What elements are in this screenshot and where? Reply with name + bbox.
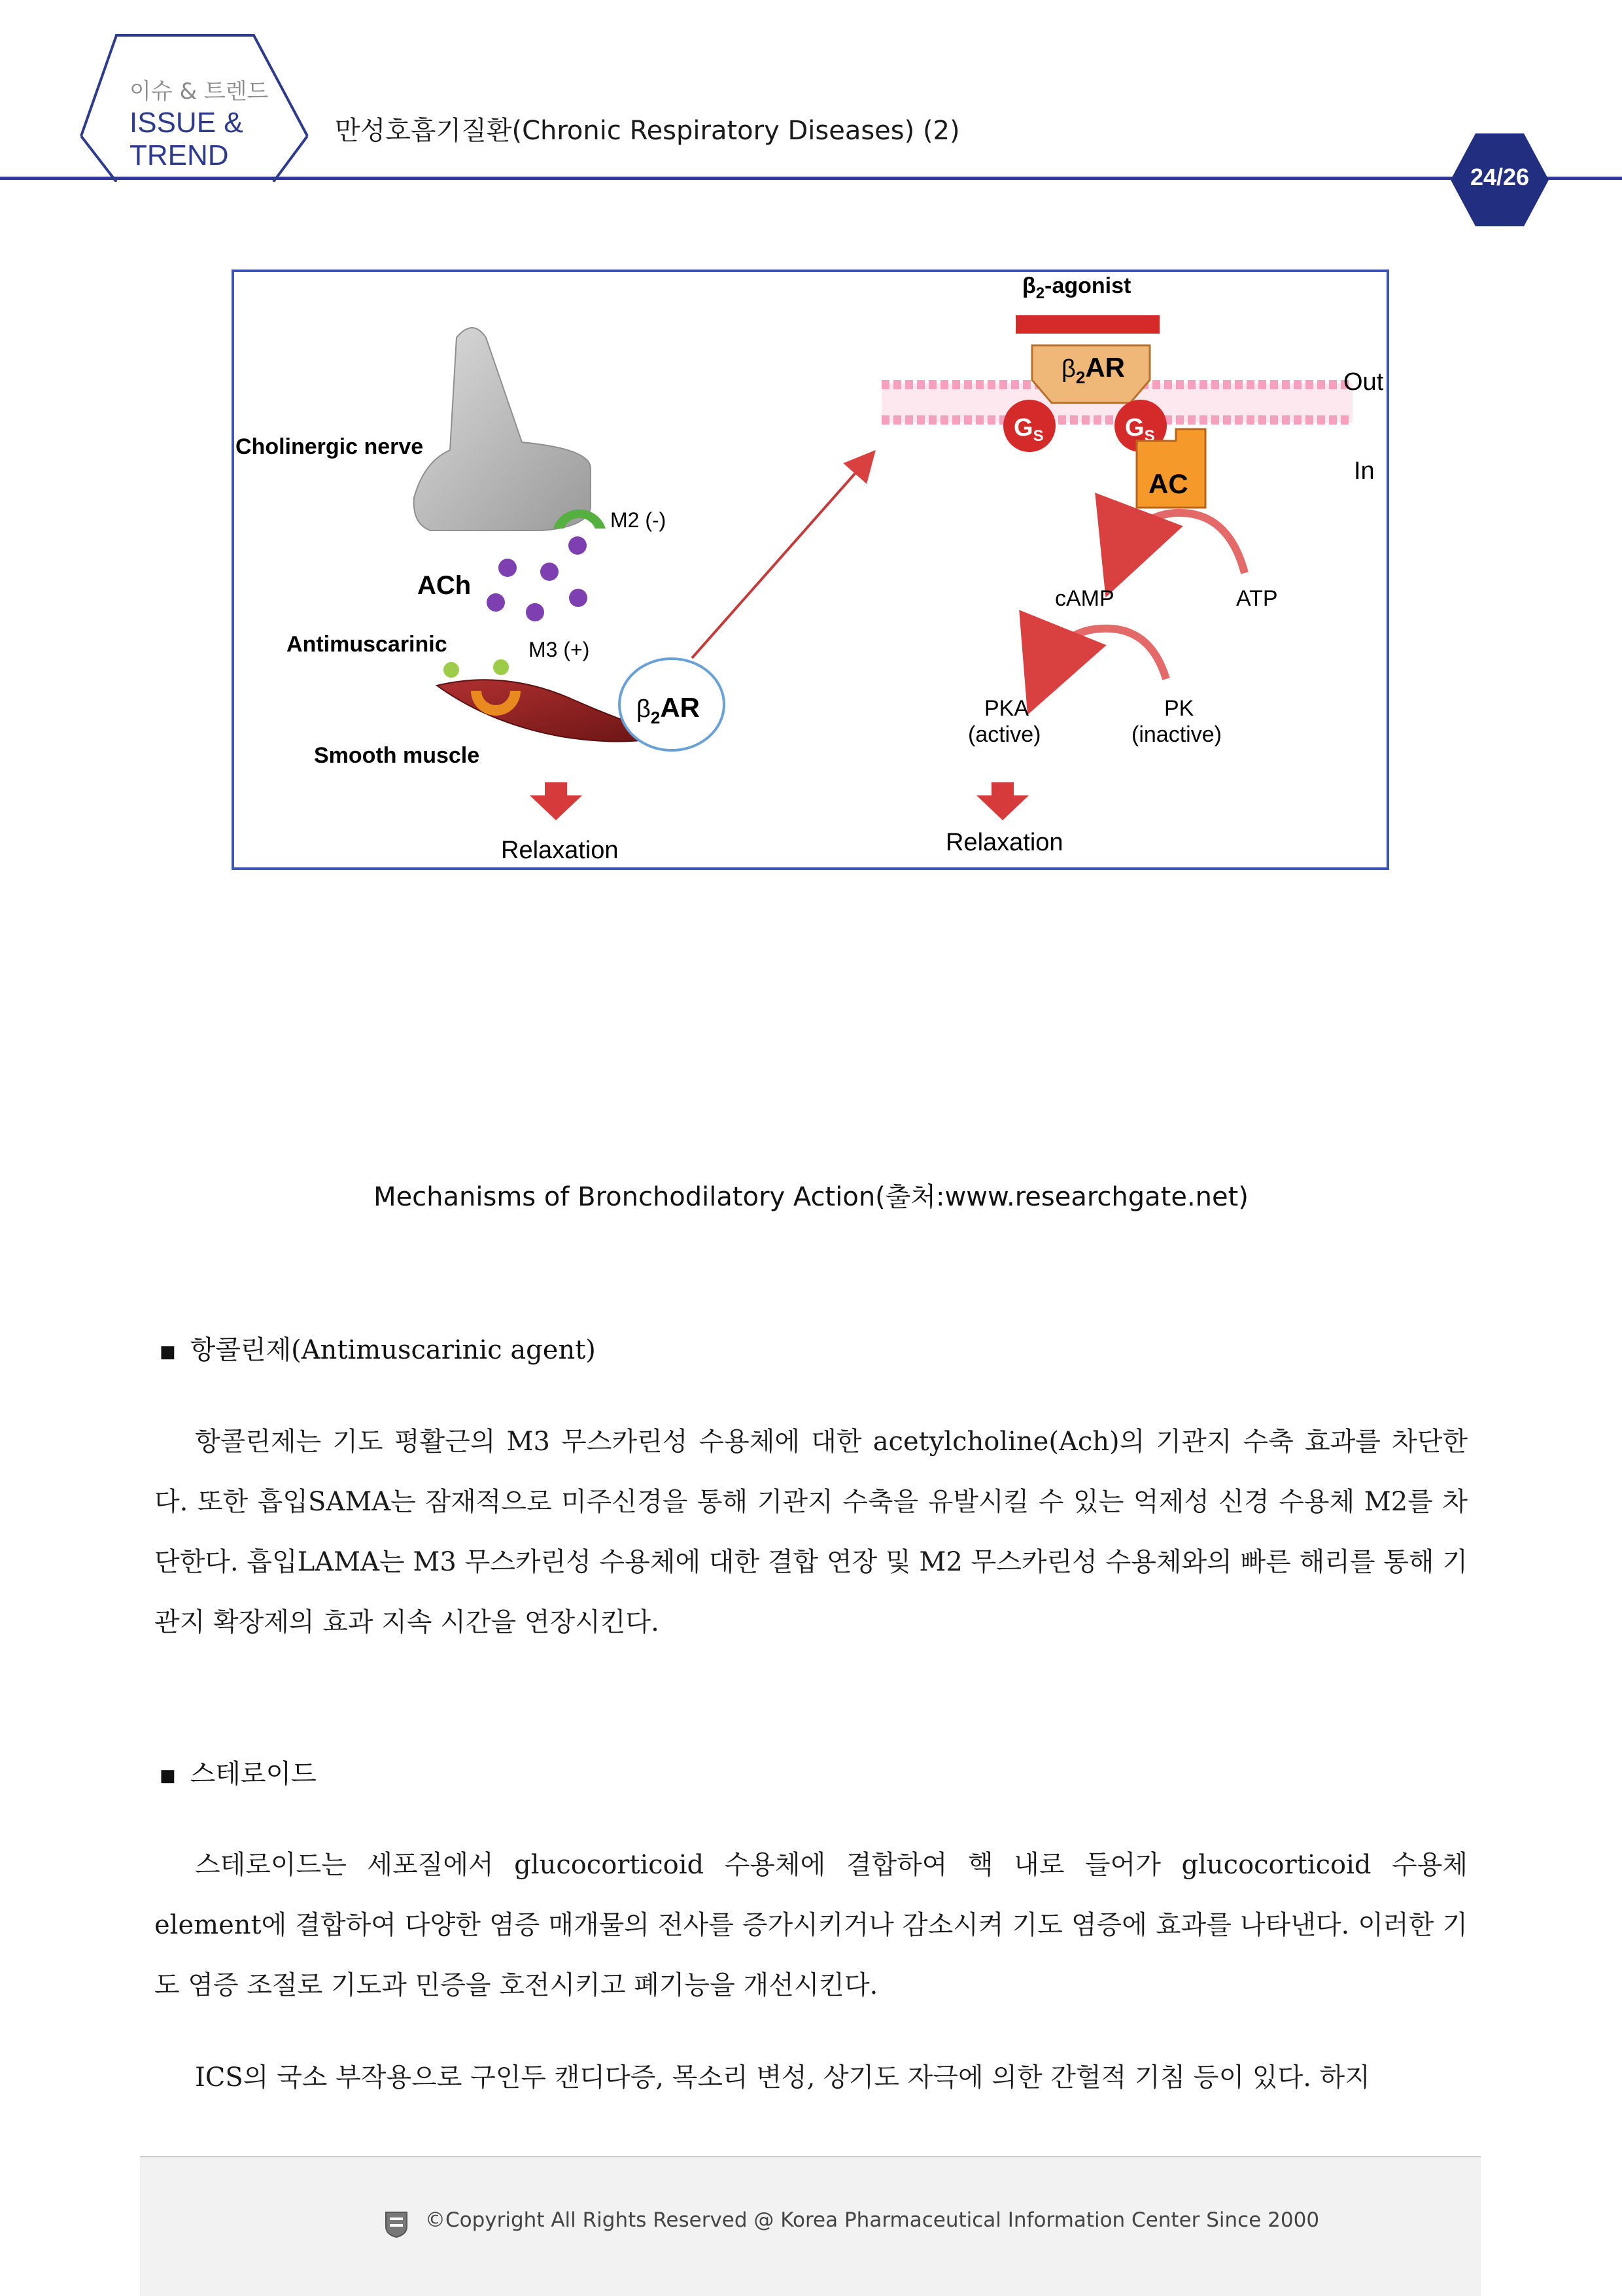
page-indicator: 24/26 xyxy=(1470,164,1530,190)
connector-arrow xyxy=(692,462,865,658)
bronchodilator-figure xyxy=(232,270,1389,870)
section-heading-text: 항콜린제(Antimuscarinic agent) xyxy=(190,1335,596,1365)
receptor-ar: AR xyxy=(1085,352,1125,383)
section-heading-text: 스테로이드 xyxy=(190,1759,317,1789)
receptor-beta: β xyxy=(1061,355,1076,383)
label-pka-state: (active) xyxy=(968,722,1041,747)
page-title: 만성호흡기질환(Chronic Respiratory Diseases) (2) xyxy=(335,116,960,146)
label-b2ar-receptor xyxy=(1061,352,1125,387)
gs1-sub: S xyxy=(1033,427,1044,445)
paragraph-antimuscarinic: 항콜린제는 기도 평활근의 M3 무스카린성 수용체에 대한 acetylcholine(Ach)의 기관지 수축 효과를 차단한다. 또한 흡입SAMA는 잠재적으로 미주신경을 통해 기관지 수축을 유발시킬 수 있는 억제성 신경 수용체 M2를 차단한다. 흡입LAMA는 M3 무스카린성 수용체에 대한 결합 연장 및 M2 무스카린성 수용체와의 빠른 해리를 통해 기관지 확장제의 효과 지속 시간을 연장시킨다. xyxy=(154,1427,1468,1637)
b2ar-left-sub: 2 xyxy=(650,708,661,727)
section-heading-antimuscarinic xyxy=(160,1329,596,1366)
label-b2ar-left xyxy=(636,692,700,727)
relaxation-arrow-left xyxy=(530,782,582,820)
cholinergic-nerve-shape xyxy=(414,328,591,531)
gs2-g: G xyxy=(1125,414,1145,442)
label-atp: ATP xyxy=(1236,586,1278,611)
header-divider xyxy=(0,177,1622,180)
square-bullet-icon: ■ xyxy=(160,1766,176,1786)
figure-caption: Mechanisms of Bronchodilatory Action(출처:www.researchgate.net) xyxy=(373,1182,1249,1212)
relaxation-arrow-right xyxy=(976,782,1029,820)
b2ar-left-ar: AR xyxy=(660,692,700,723)
b2-agonist-ligand xyxy=(1016,315,1160,334)
label-antimuscarinic: Antimuscarinic xyxy=(286,632,447,657)
paragraph-ics-side-effects: ICS의 국소 부작용으로 구인두 캔디다증, 목소리 변성, 상기도 자극에 의한 간헐적 기침 등이 있다. 하지 xyxy=(195,2062,1370,2093)
label-pka: PKA xyxy=(984,696,1029,721)
label-m3: M3 (+) xyxy=(528,638,590,661)
copyright-text: ©Copyright All Rights Reserved @ Korea Pharmaceutical Information Center Since 2000 xyxy=(425,2208,1320,2232)
label-camp: cAMP xyxy=(1055,586,1114,611)
label-ach: ACh xyxy=(417,571,472,600)
label-relaxation-left: Relaxation xyxy=(501,837,619,864)
label-pk-state: (inactive) xyxy=(1131,722,1222,747)
agonist-sub: 2 xyxy=(1035,285,1045,302)
pk-to-pka-arrow xyxy=(1045,629,1166,679)
label-relaxation-right: Relaxation xyxy=(946,829,1063,856)
label-smooth-muscle: Smooth muscle xyxy=(314,743,480,768)
receptor-sub: 2 xyxy=(1075,368,1086,387)
ach-molecules xyxy=(487,536,587,621)
label-m2: M2 (-) xyxy=(610,508,666,532)
atp-to-camp-arrow xyxy=(1122,513,1245,573)
antimuscarinic-molecule xyxy=(493,659,509,675)
label-pk: PK xyxy=(1164,696,1194,721)
paragraph-steroid: 스테로이드는 세포질에서 glucocorticoid 수용체에 결합하여 핵 내로 들어가 glucocorticoid 수용체 element에 결합하여 다양한 염증 매개물의 전사를 증가시키거나 감소시켜 기도 염증에 효과를 나타낸다. 이러한 기도 염증 조절로 기도과 민증을 호전시키고 폐기능을 개선시킨다. xyxy=(154,1850,1468,2000)
label-out: Out xyxy=(1343,368,1384,396)
label-ac: AC xyxy=(1148,468,1188,499)
badge-label-korean: 이슈 & 트렌드 xyxy=(129,78,269,105)
badge-label-issue: ISSUE & xyxy=(129,107,243,139)
label-in: In xyxy=(1354,457,1375,485)
gs2-sub: S xyxy=(1144,427,1155,445)
kpic-logo-icon xyxy=(383,2210,409,2238)
section-heading-steroid xyxy=(160,1753,317,1790)
agonist-rest: -agonist xyxy=(1044,273,1131,298)
b2ar-left-beta: β xyxy=(636,695,651,723)
gs1-g: G xyxy=(1014,414,1033,442)
badge-label-trend: TREND xyxy=(129,139,229,171)
label-b2-agonist xyxy=(1022,273,1131,302)
agonist-beta: β xyxy=(1022,273,1036,298)
antimuscarinic-molecule xyxy=(443,662,459,678)
square-bullet-icon: ■ xyxy=(160,1342,176,1362)
label-cholinergic-nerve: Cholinergic nerve xyxy=(235,434,424,459)
mechanism-diagram xyxy=(234,272,1387,867)
